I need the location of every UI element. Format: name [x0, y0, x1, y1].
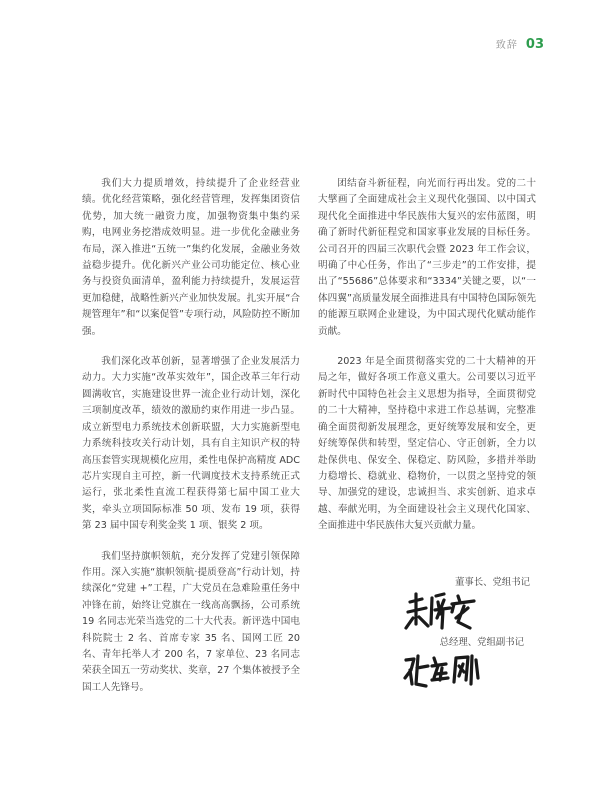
president-signature — [318, 648, 536, 692]
paragraph: 团结奋斗新征程，向光而行再出发。党的二十大擘画了全面建成社会主义现代化强国、以中国式现代化全面推进中华民族伟大复兴的宏伟蓝图，明确了新时代新征程党和国家事业发展的目标任务。公司召开的四届三次职代会暨 2023 年工作会议，明确了中心任务，作出了“三步走”的工作安排，提出了“55686”总体要求和“3334”关键之要，以“一体四翼”高质量发展全面推进具有中国特色国际领先的能源互联网企业建设，为中国式现代化赋动能作贡献。 — [318, 178, 536, 337]
page-header — [496, 36, 544, 52]
signature-block — [318, 574, 536, 692]
paragraph: 2023 年是全面贯彻落实党的二十大精神的开局之年，做好各项工作意义重大。公司要以习近平新时代中国特色社会主义思想为指导，全面贯彻党的二十大精神，坚持稳中求进工作总基调，完整准确全面贯彻新发展理念，更好统筹发展和安全，更好统筹保供和转型，坚定信心、守正创新，全力以赴保供电、保安全、保稳定、防风险，多措并举助力稳增长、稳就业、稳物价，一以贯之坚持党的领导、加强党的建设，忠诚担当、求实创新、追求卓越、奉献光明，为全面建设社会主义现代化国家、全面推进中华民族伟大复兴贡献力量。 — [318, 356, 536, 532]
paragraph: 我们坚持旗帜领航，充分发挥了党建引领保障作用。深入实施“旗帜领航·提质登高”行动计划，持续深化“党建 +”工程，广大党员在急难险重任务中冲锋在前，始终让党旗在一线高高飘扬，公司系统 19 名同志光荣当选党的二十大代表。新评选中国电科院院士 2 名、首席专家 35 名、国网工匠 20 名、青年托举人才 200 名，7 家单位、23 名同志荣获全国五一劳动奖状、奖章，27 个集体被授予全国工人先锋号。 — [82, 550, 300, 693]
section-label: 致辞 — [495, 40, 518, 51]
page-number: 03 — [525, 37, 544, 52]
paragraph: 我们大力提质增效，持续提升了企业经营业绩。优化经营策略，强化经营管理，发挥集团资信优势，加大统一融资力度，加强物资集中集约采购，电网业务挖潜成效明显。进一步优化金融业务布局，深入推进“五统一”集约化发展，金融业务效益稳步提升。优化新兴产业公司功能定位、核心业务与投资负面清单，盈利能力持续提升，发展运营更加稳健，战略性新兴产业加快发展。扎实开展“合规管理年”和“以案促管”专项行动，风险防控不断加强。 — [82, 178, 300, 337]
signatory-title-president: 总经理、党组副书记 — [439, 637, 524, 648]
right-column — [318, 176, 536, 549]
left-column — [82, 176, 300, 710]
paragraph: 我们深化改革创新，显著增强了企业发展活力动力。大力实施“改革实效年”，国企改革三年行动圆满收官，实施建设世界一流企业行动计划，深化三项制度改革，绩效的激励约束作用进一步凸显。成立新型电力系统技术创新联盟，大力实施新型电力系统科技攻关行动计划，具有自主知识产权的特高压套管实现规模化应用，柔性电保护高精度 ADC 芯片实现自主可控，新一代调度技术支持系统正式运行，张北柔性直流工程获得第七届中国工业大奖，牵头立项国际标准 50 项、发布 19 项，获得第 23 届中国专利奖金奖 1 项、银奖 2 项。 — [82, 356, 300, 532]
signatory-title-chairman: 董事长、党组书记 — [454, 577, 530, 588]
chairman-signature — [318, 588, 536, 634]
